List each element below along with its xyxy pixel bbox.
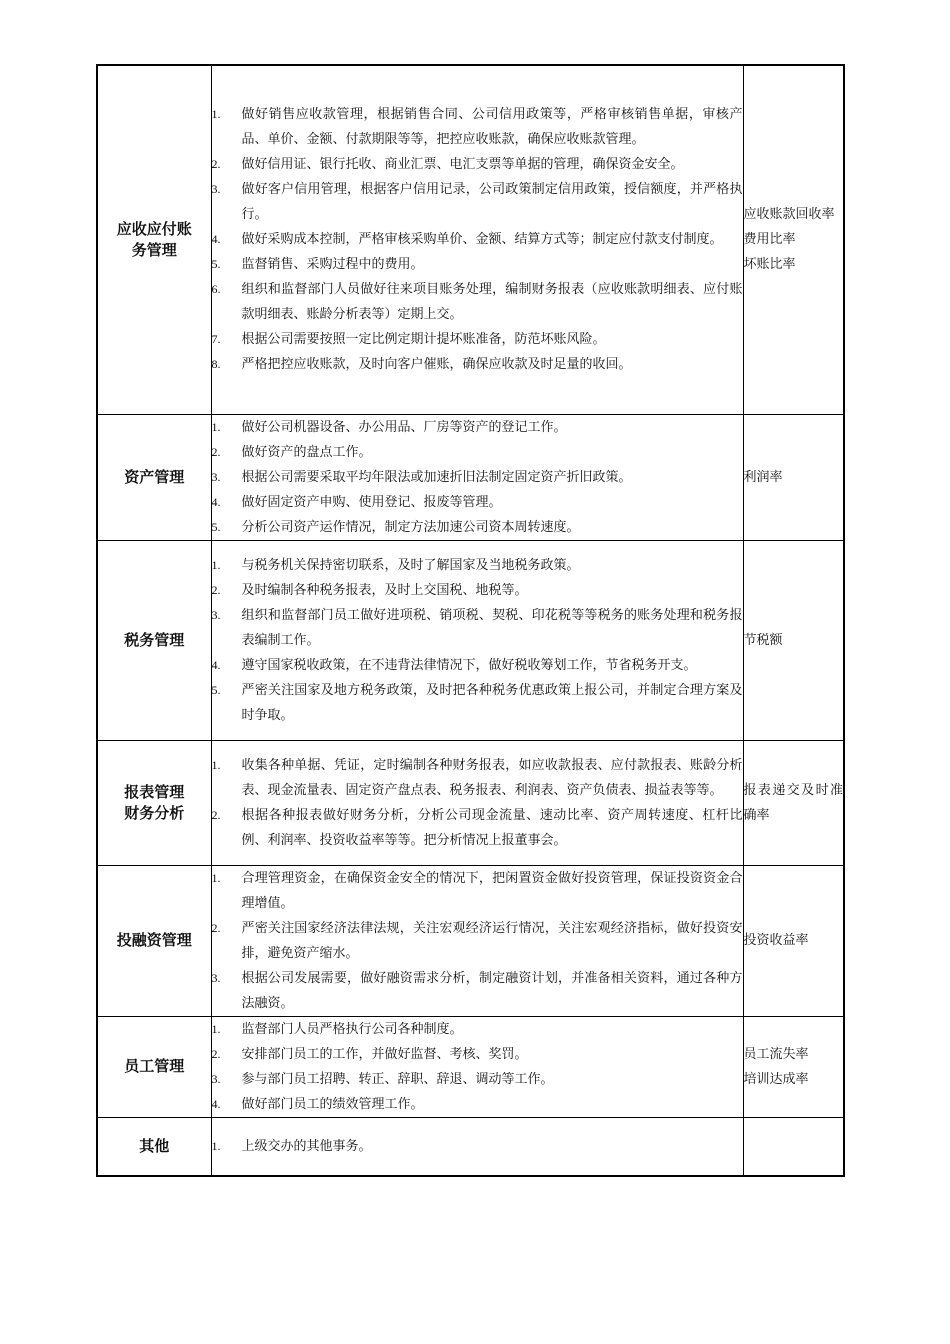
- item-number: 1.: [211, 419, 221, 434]
- item-text: 做好采购成本控制，严格审核采购单价、金额、结算方式等；制定应付款支付制度。: [241, 232, 723, 248]
- item-number: 1.: [211, 757, 221, 772]
- duty-list: [212, 866, 743, 1016]
- table-row: [97, 865, 844, 1016]
- list-item: [212, 465, 743, 490]
- category-label: 报表管理: [124, 782, 185, 801]
- item-number: 5.: [211, 519, 221, 534]
- kpi-cell: [743, 740, 844, 865]
- item-text: 安排部门员工的工作，并做好监督、考核、奖罚。: [241, 1046, 528, 1062]
- item-number: 3.: [211, 182, 221, 197]
- duty-list: [212, 1134, 743, 1159]
- list-item: [212, 327, 743, 352]
- list-item: [212, 1042, 743, 1067]
- table-row: [97, 740, 844, 865]
- category-cell: [97, 865, 211, 1016]
- list-item: [212, 252, 743, 277]
- list-item: [212, 553, 743, 578]
- list-item: [212, 440, 743, 465]
- duties-cell: [211, 1117, 743, 1176]
- item-text: 合理管理资金，在确保资金安全的情况下，把闲置资金做好投资管理，保证投资资金合理增值。: [241, 870, 743, 911]
- item-number: 6.: [211, 282, 221, 297]
- item-number: 3.: [211, 607, 221, 622]
- item-text: 组织和监督部门人员做好往来项目账务处理，编制财务报表（应收账款明细表、应付账款明细表、账龄分析表等）定期上交。: [241, 282, 743, 323]
- item-text: 做好资产的盘点工作。: [241, 444, 372, 460]
- item-number: 4.: [211, 494, 221, 509]
- list-item: [212, 102, 743, 152]
- category-label: 应收应付账: [116, 219, 192, 238]
- duties-cell: [211, 865, 743, 1016]
- category-cell: [97, 414, 211, 540]
- item-text: 分析公司资产运作情况，制定方法加速公司资本周转速度。: [241, 519, 580, 535]
- item-number: 1.: [211, 1138, 221, 1153]
- duty-list: [212, 102, 743, 377]
- item-text: 做好固定资产申购、使用登记、报废等管理。: [241, 494, 502, 510]
- list-item: [212, 415, 743, 440]
- kpi-label: 培训达成率: [743, 1071, 809, 1087]
- list-item: [212, 653, 743, 678]
- list-item: [212, 866, 743, 916]
- kpi-label: 节税额: [743, 632, 783, 648]
- item-text: 监督销售、采购过程中的费用。: [241, 257, 424, 273]
- kpi-label: 费用比率: [743, 232, 796, 248]
- item-number: 7.: [211, 332, 221, 347]
- kpi-cell: [743, 540, 844, 740]
- item-text: 收集各种单据、凭证，定时编制各种财务报表，如应收款报表、应付款报表、账龄分析表、现金流量表、固定资产盘点表、税务报表、利润表、资产负债表、损益表等等。: [241, 757, 743, 798]
- list-item: [212, 1092, 743, 1117]
- category-cell: [97, 65, 211, 414]
- table-row: [97, 65, 844, 414]
- item-text: 及时编制各种税务报表，及时上交国税、地税等。: [241, 582, 528, 598]
- category-label: 其他: [139, 1136, 170, 1155]
- duty-list: [212, 553, 743, 728]
- list-item: [212, 515, 743, 540]
- item-number: 2.: [211, 444, 221, 459]
- item-text: 做好公司机器设备、办公用品、厂房等资产的登记工作。: [241, 419, 567, 435]
- kpi-cell: [743, 865, 844, 1016]
- item-number: 2.: [211, 1046, 221, 1061]
- duty-list: [212, 1017, 743, 1117]
- list-item: [212, 1017, 743, 1042]
- item-text: 做好部门员工的绩效管理工作。: [241, 1096, 424, 1112]
- list-item: [212, 277, 743, 327]
- duty-list: [212, 415, 743, 540]
- duties-cell: [211, 1016, 743, 1117]
- item-number: 2.: [211, 582, 221, 597]
- table-row: [97, 540, 844, 740]
- item-number: 1.: [211, 870, 221, 885]
- duties-cell: [211, 540, 743, 740]
- list-item: [212, 490, 743, 515]
- item-number: 5.: [211, 257, 221, 272]
- kpi-cell: [743, 1117, 844, 1176]
- item-text: 监督部门人员严格执行公司各种制度。: [241, 1021, 463, 1037]
- item-number: 4.: [211, 232, 221, 247]
- item-number: 2.: [211, 920, 221, 935]
- list-item: [212, 603, 743, 653]
- category-cell: [97, 540, 211, 740]
- item-text: 上级交办的其他事务。: [241, 1138, 372, 1154]
- category-label: 员工管理: [124, 1057, 185, 1075]
- item-text: 根据公司需要按照一定比例定期计提坏账准备，防范坏账风险。: [241, 332, 606, 348]
- category-label: 务管理: [131, 240, 177, 259]
- kpi-label: 利润率: [743, 469, 783, 485]
- list-item: [212, 1134, 743, 1159]
- list-item: [212, 578, 743, 603]
- item-number: 3.: [211, 970, 221, 985]
- kpi-cell: [743, 65, 844, 414]
- kpi-label: 报表递交及时准确率: [743, 782, 843, 823]
- item-text: 根据公司发展需要，做好融资需求分析，制定融资计划，并准备相关资料，通过各种方法融资。: [241, 970, 743, 1011]
- list-item: [212, 352, 743, 377]
- list-item: [212, 177, 743, 227]
- duties-cell: [211, 740, 743, 865]
- item-text: 严密关注国家及地方税务政策，及时把各种税务优惠政策上报公司，并制定合理方案及时争取。: [241, 682, 743, 723]
- duties-cell: [211, 65, 743, 414]
- list-item: [212, 1067, 743, 1092]
- category-label: 投融资管理: [116, 931, 192, 949]
- item-number: 1.: [211, 1021, 221, 1036]
- item-number: 2.: [211, 807, 221, 822]
- list-item: [212, 152, 743, 177]
- item-text: 参与部门员工招聘、转正、辞职、辞退、调动等工作。: [241, 1071, 554, 1087]
- kpi-label: 员工流失率: [743, 1046, 809, 1062]
- category-label: 财务分析: [124, 803, 185, 822]
- item-text: 做好销售应收款管理，根据销售合同、公司信用政策等，严格审核销售单据，审核产品、单价、金额、付款期限等等，把控应收账款，确保应收账款管理。: [241, 107, 743, 148]
- category-label: 税务管理: [124, 630, 185, 649]
- list-item: [212, 916, 743, 966]
- list-item: [212, 966, 743, 1016]
- category-cell: [97, 1117, 211, 1176]
- item-number: 5.: [211, 682, 221, 697]
- item-number: 2.: [211, 157, 221, 172]
- kpi-label: 坏账比率: [743, 257, 796, 273]
- kpi-cell: [743, 414, 844, 540]
- item-number: 3.: [211, 469, 221, 484]
- item-text: 根据各种报表做好财务分析，分析公司现金流量、速动比率、资产周转速度、杠杆比例、利润率、投资收益率等等。把分析情况上报董事会。: [241, 807, 743, 848]
- item-number: 1.: [211, 107, 221, 122]
- list-item: [212, 678, 743, 728]
- category-cell: [97, 1016, 211, 1117]
- duties-cell: [211, 414, 743, 540]
- table-row: [97, 1117, 844, 1176]
- item-number: 1.: [211, 557, 221, 572]
- category-label: 资产管理: [124, 467, 185, 486]
- item-number: 8.: [211, 357, 221, 372]
- list-item: [212, 227, 743, 252]
- item-text: 做好信用证、银行托收、商业汇票、电汇支票等单据的管理，确保资金安全。: [241, 157, 684, 173]
- item-text: 根据公司需要采取平均年限法或加速折旧法制定固定资产折旧政策。: [241, 469, 632, 485]
- item-text: 做好客户信用管理，根据客户信用记录，公司政策制定信用政策，授信额度，并严格执行。: [241, 182, 743, 223]
- item-number: 3.: [211, 1071, 221, 1086]
- item-number: 4.: [211, 657, 221, 672]
- item-text: 严密关注国家经济法律法规，关注宏观经济运行情况，关注宏观经济指标，做好投资安排，避免资产缩水。: [241, 920, 743, 961]
- category-cell: [97, 740, 211, 865]
- list-item: [212, 803, 743, 853]
- duties-table: [96, 64, 845, 1177]
- kpi-label: 投资收益率: [743, 933, 809, 948]
- item-text: 组织和监督部门员工做好进项税、销项税、契税、印花税等等税务的账务处理和税务报表编制工作。: [241, 607, 743, 648]
- duty-list: [212, 753, 743, 853]
- item-number: 4.: [211, 1096, 221, 1111]
- table-row: [97, 1016, 844, 1117]
- kpi-cell: [743, 1016, 844, 1117]
- kpi-label: 应收账款回收率: [743, 207, 835, 223]
- item-text: 与税务机关保持密切联系，及时了解国家及当地税务政策。: [241, 557, 580, 573]
- item-text: 严格把控应收账款，及时向客户催账，确保应收款及时足量的收回。: [241, 357, 632, 373]
- list-item: [212, 753, 743, 803]
- item-text: 遵守国家税收政策，在不违背法律情况下，做好税收筹划工作，节省税务开支。: [241, 657, 697, 673]
- table-row: [97, 414, 844, 540]
